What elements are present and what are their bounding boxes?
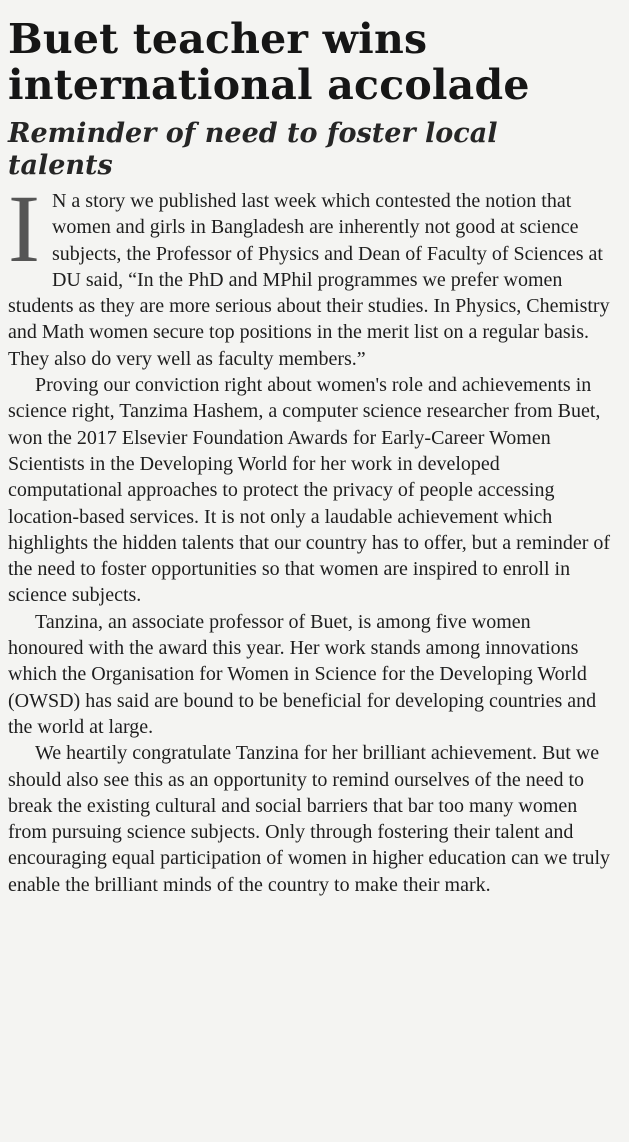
headline: Buet teacher wins international accolade [8, 15, 530, 109]
article-body [8, 175, 611, 898]
subheadline: Reminder of need to foster local talents [8, 118, 498, 181]
paragraph-1-text: N a story we published last week which contested the notion that women and girls in Bangladesh are inherently not good at science subjects, the Professor of Physics and Dean of Faculty of Sciences at DU said, “In the PhD and MPhil programmes we prefer women students as they are more serious about their studies. In Physics, Chemistry and Math women secure top positions in the merit list on a regular basis. They also do very well as faculty members.” [8, 190, 610, 370]
paragraph-1 [8, 175, 611, 372]
paragraph-4: We heartily congratulate Tanzina for her brilliant achievement. But we should also see this as an opportunity to remind ourselves of the need to break the existing cultural and social barriers that bar too many women from pursuing science subjects. Only through fostering their talent and encouraging equal participation of women in higher education can we truly enable the brilliant minds of the country to make their mark. [8, 742, 611, 896]
drop-cap: I [8, 175, 40, 282]
paragraph-3: Tanzina, an associate professor of Buet, is among five women honoured with the award this year. Her work stands among innovations which the Organisation for Women in Science for the Developing World (OWSD) has said are bound to be beneficial for developing countries and the world at large. [8, 610, 597, 738]
paragraph-2: Proving our conviction right about women's role and achievements in science right, Tanzima Hashem, a computer science researcher from Buet, won the 2017 Elsevier Foundation Awards for Early-Career Women Scientists in the Developing World for her work in developed computational approaches to protect the privacy of people accessing location-based services. It is not only a laudable achievement which highlights the hidden talents that our country has to offer, but a reminder of the need to foster opportunities so that women are inspired to enroll in science subjects. [8, 374, 611, 607]
